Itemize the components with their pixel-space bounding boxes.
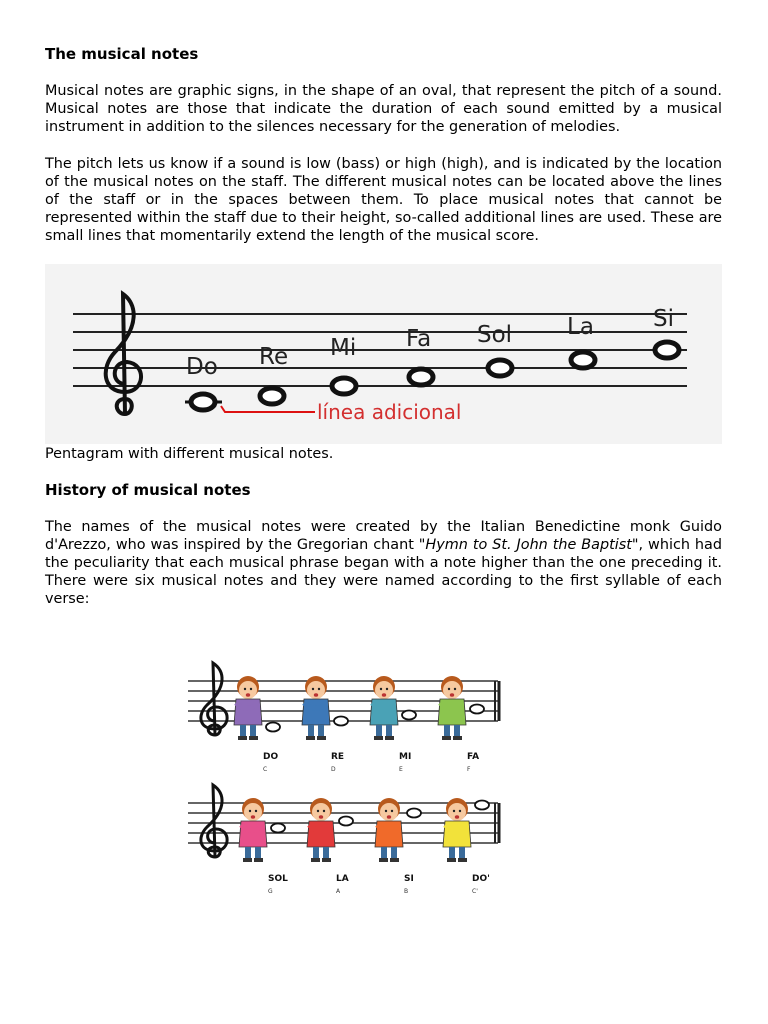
note-letter-label: A	[336, 888, 341, 893]
note-label: Mi	[330, 335, 357, 361]
singing-child-figure	[375, 798, 403, 862]
whole-note	[334, 717, 348, 726]
section-title-musical-notes: The musical notes	[45, 45, 199, 63]
whole-note	[271, 824, 285, 833]
solfege-syllable-label: MI	[399, 752, 412, 762]
note-letter-label: B	[404, 888, 409, 893]
solfege-syllable-label: LA	[336, 874, 349, 884]
solfege-syllable-label: RE	[331, 752, 345, 762]
whole-note	[475, 801, 489, 810]
whole-note	[407, 809, 421, 818]
note-label: Sol	[477, 322, 513, 348]
solfege-syllable-label: DO	[263, 752, 279, 762]
note-label: Re	[259, 344, 289, 370]
note-la	[571, 352, 595, 368]
note-label: Si	[653, 306, 674, 332]
whole-note	[266, 723, 280, 732]
note-label: Do	[186, 354, 218, 380]
singing-child-figure	[438, 676, 466, 740]
singing-child-figure	[302, 676, 330, 740]
hymn-title: Hymn to St. John the Baptist	[425, 537, 632, 553]
solfege-syllable-label: SOL	[268, 874, 288, 884]
note-letter-label: G	[268, 888, 273, 893]
note-re	[260, 388, 284, 404]
note-do	[191, 394, 215, 410]
note-letter-label: F	[467, 766, 471, 773]
note-fa	[409, 369, 433, 385]
singing-child-figure	[234, 676, 262, 740]
solfege-syllable-label: DO'	[472, 874, 490, 884]
section-title-history: History of musical notes	[45, 481, 251, 499]
paragraph-intro: Musical notes are graphic signs, in the shape of an oval, that represent the pitch of a sound. Musical notes are those that indicate the duration of each sound emitted by a musical instrument in addition to the silences necessary for the generation of melodies.	[45, 83, 722, 135]
solfege-children-figure	[183, 645, 508, 893]
singing-child-figure	[239, 798, 267, 862]
treble-clef-icon	[201, 663, 227, 735]
note-label: Fa	[406, 326, 432, 352]
singing-child-figure	[370, 676, 398, 740]
paragraph-pitch: The pitch lets us know if a sound is low (bass) or high (high), and is indicated by the location of the musical notes on the staff. The different musical notes can be located above the lines of the staff or in the spaces between them. To place musical notes that cannot be represented within the staff due to their height, so-called additional lines are used. These are small lines that momentarily extend the length of the musical score.	[45, 156, 722, 244]
note-letter-label: D	[331, 766, 336, 773]
note-label: La	[567, 314, 594, 340]
whole-note	[402, 711, 416, 720]
note-letter-label: C'	[472, 888, 478, 893]
note-mi	[332, 378, 356, 394]
paragraph-history: The names of the musical notes were created by the Italian Benedictine monk Guido d'Arezzo, who was inspired by the Gregorian chant "Hymn to St. John the Baptist", which had the peculiarity that each musical phrase began with a note higher than the one preceding it. There were six musical notes and they were named according to the first syllable of each verse:	[45, 519, 722, 607]
staff-notes-figure	[45, 264, 722, 444]
additional-line-label: línea adicional	[317, 400, 462, 424]
singing-child-figure	[443, 798, 471, 862]
treble-clef-icon	[201, 785, 227, 857]
note-letter-label: C	[263, 766, 268, 773]
note-si	[655, 342, 679, 358]
treble-clef-icon	[106, 294, 141, 414]
whole-note	[470, 705, 484, 714]
solfege-syllable-label: SI	[404, 874, 414, 884]
figure-caption: Pentagram with different musical notes.	[45, 446, 334, 462]
note-sol	[488, 360, 512, 376]
whole-note	[339, 817, 353, 826]
note-letter-label: E	[399, 766, 403, 773]
solfege-syllable-label: FA	[467, 752, 480, 762]
singing-child-figure	[307, 798, 335, 862]
